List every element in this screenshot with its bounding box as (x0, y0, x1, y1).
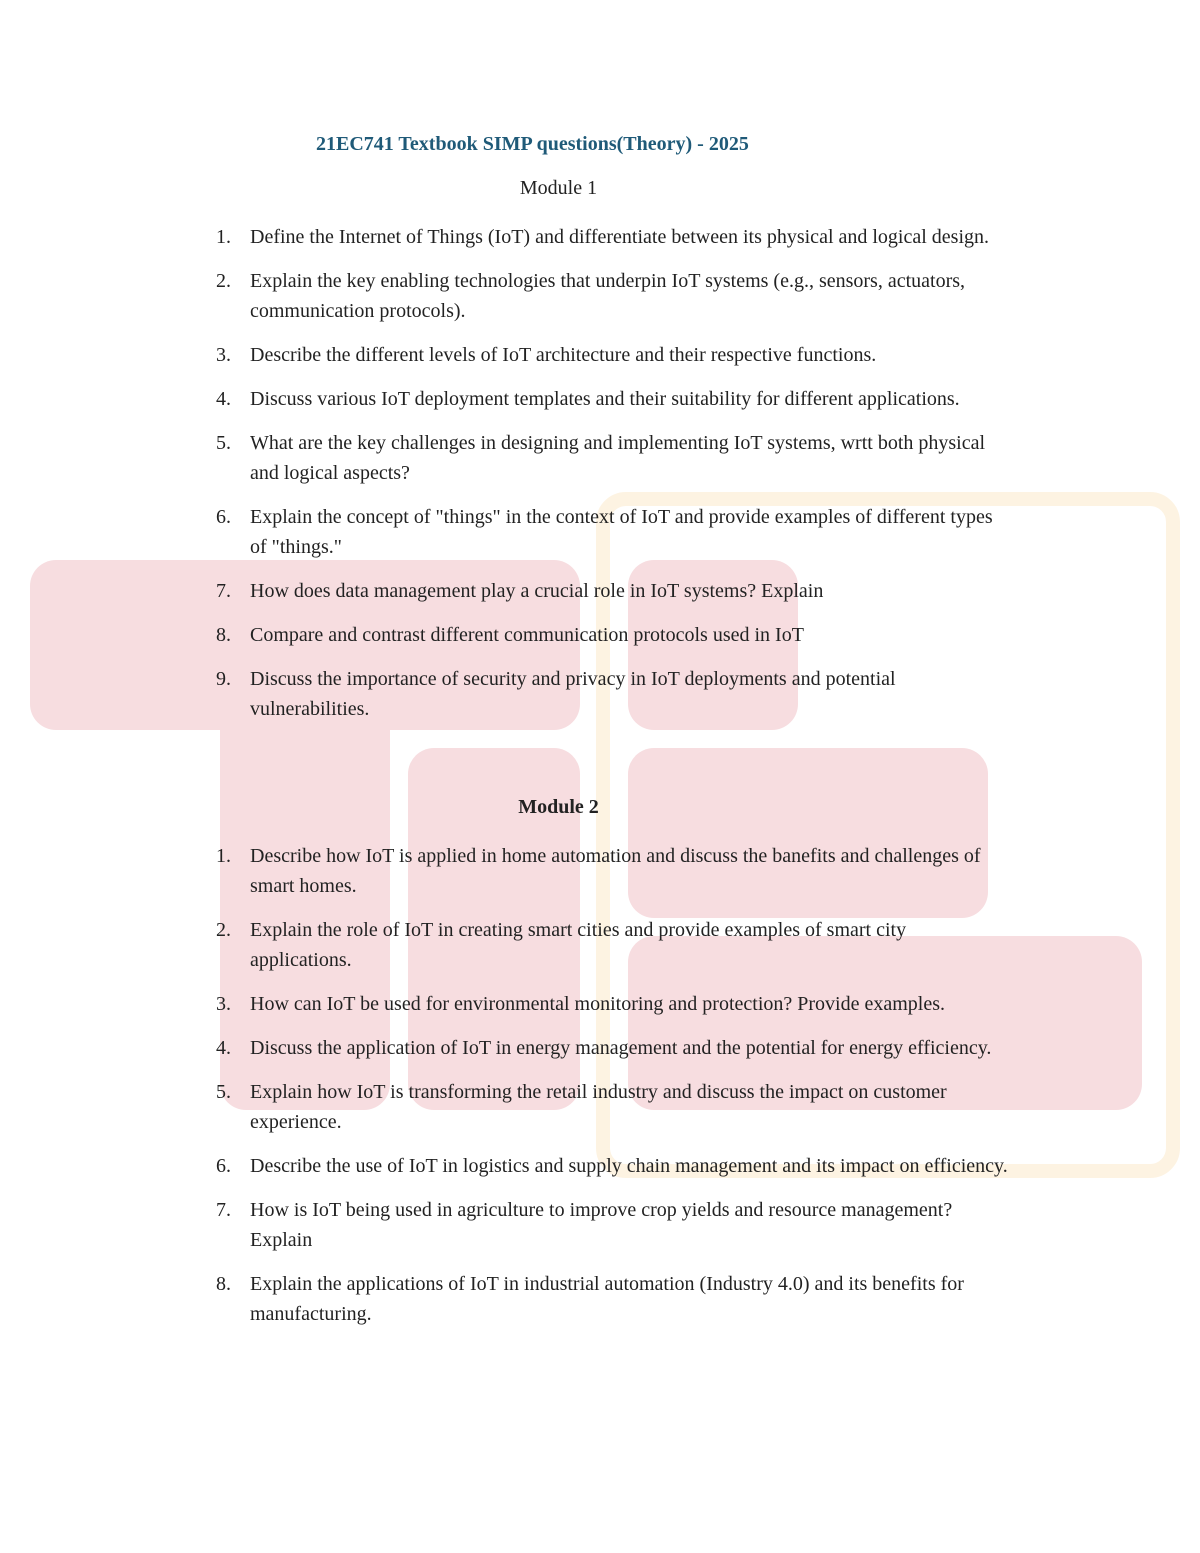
question-number: 9. (216, 668, 231, 690)
question-item (210, 502, 1010, 562)
question-text: Describe the different levels of IoT architecture and their respective functions. (250, 344, 877, 366)
question-number: 1. (216, 226, 231, 248)
question-number: 2. (216, 270, 231, 292)
question-number: 3. (216, 344, 231, 366)
question-item (210, 1195, 1010, 1255)
question-item (210, 266, 1010, 326)
question-number: 4. (216, 388, 231, 410)
question-number: 7. (216, 580, 231, 602)
question-number: 1. (216, 845, 231, 867)
question-item (210, 1077, 1010, 1137)
question-number: 6. (216, 1155, 231, 1177)
question-item (210, 1269, 1010, 1329)
question-item (210, 1151, 1010, 1181)
question-text: Describe the use of IoT in logistics and supply chain management and its impact on efficiency. (250, 1155, 1008, 1177)
question-text: Discuss various IoT deployment templates and their suitability for different applications. (250, 388, 960, 410)
question-item (210, 841, 1010, 901)
question-text: Explain the applications of IoT in industrial automation (Industry 4.0) and its benefits for manufacturing. (250, 1273, 964, 1325)
question-item (210, 664, 1010, 724)
question-item (210, 428, 1010, 488)
question-number: 5. (216, 1081, 231, 1103)
question-item (210, 384, 1010, 414)
module-2-heading: Module 2 (518, 796, 599, 818)
question-text: How does data management play a crucial role in IoT systems? Explain (250, 580, 824, 602)
question-text: Explain the concept of "things" in the context of IoT and provide examples of different types of "things." (250, 506, 993, 558)
module-1-question-list (210, 222, 1010, 738)
question-number: 8. (216, 624, 231, 646)
question-item (210, 620, 1010, 650)
question-item (210, 989, 1010, 1019)
question-number: 8. (216, 1273, 231, 1295)
question-text: Describe how IoT is applied in home automation and discuss the banefits and challenges of smart homes. (250, 845, 981, 897)
question-number: 2. (216, 919, 231, 941)
question-text: Explain how IoT is transforming the retail industry and discuss the impact on customer experience. (250, 1081, 947, 1133)
module-1-heading: Module 1 (519, 177, 598, 199)
question-text: Define the Internet of Things (IoT) and differentiate between its physical and logical design. (250, 226, 990, 248)
question-text: Discuss the importance of security and privacy in IoT deployments and potential vulnerabilities. (250, 668, 896, 720)
question-text: Explain the role of IoT in creating smart cities and provide examples of smart city applications. (250, 919, 907, 971)
question-item (210, 1033, 1010, 1063)
question-text: Discuss the application of IoT in energy management and the potential for energy efficiency. (250, 1037, 992, 1059)
question-text: How can IoT be used for environmental monitoring and protection? Provide examples. (250, 993, 945, 1015)
question-number: 4. (216, 1037, 231, 1059)
question-item (210, 576, 1010, 606)
question-text: Explain the key enabling technologies that underpin IoT systems (e.g., sensors, actuators, communication protocols). (250, 270, 966, 322)
question-number: 3. (216, 993, 231, 1015)
question-item (210, 915, 1010, 975)
question-number: 6. (216, 506, 231, 528)
question-text: How is IoT being used in agriculture to improve crop yields and resource management? Explain (250, 1199, 953, 1251)
document-title: 21EC741 Textbook SIMP questions(Theory) - 2025 (316, 133, 749, 155)
question-text: What are the key challenges in designing and implementing IoT systems, wrtt both physical and logical aspects? (250, 432, 986, 484)
question-item (210, 340, 1010, 370)
question-number: 7. (216, 1199, 231, 1221)
module-2-question-list (210, 841, 1010, 1343)
question-text: Compare and contrast different communication protocols used in IoT (250, 624, 804, 646)
question-number: 5. (216, 432, 231, 454)
question-item (210, 222, 1010, 252)
